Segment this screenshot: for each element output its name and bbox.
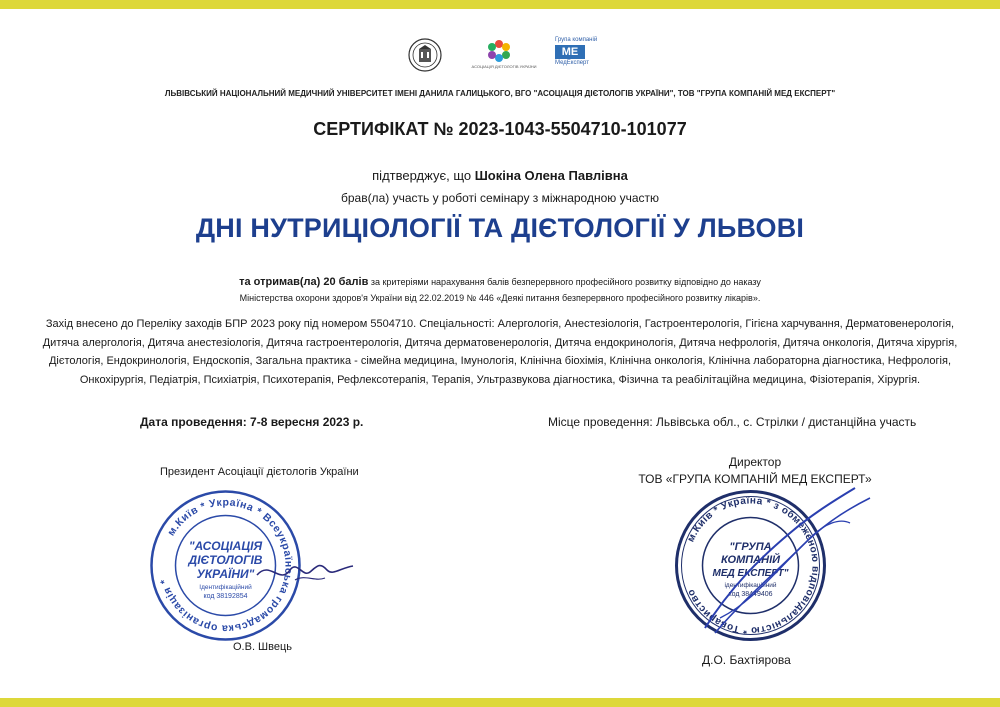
event-info: Захід внесено до Переліку заходів БПР 2023 року під номером 5504710. Спеціальності: Алергологія, Анестезіологія, Гастроентерологія, Гігієна харчування, Дерматовенерологія, Дитяча алергологія, Дитяча анестезіологія, Дитяча гастроентерологія, Дитяча дерматовенерологія, Дитяча ендокринологія, Дитяча нефрологія, Дитяча онкологія, Дитяча хірургія, Дієтологія, Ендокринологія, Ендоскопія, Загальна практика - сімейна медицина, Імунологія, Клінічна біохімія, Клінічна онкологія, Клінічна лабораторна діагностика, Нефрологія, Онкохірургія, Педіатрія, Психіатрія, Психотерапія, Рефлексотерапія, Терапія, Ультразвукова діагностика, Фізична та реабілітаційна медицина, Фізіотерапія, Хірургія. [42,318,958,386]
association-stamp-line1: "АСОЦІАЦІЯ [188,539,263,553]
logo-row [0,38,1000,78]
association-logo [466,38,536,78]
association-stamp-line2: ДІЄТОЛОГІВ [188,553,263,567]
medexpert-caption-bottom: МедЕксперт [555,60,590,66]
confirms-prefix: підтверджує, що [372,168,472,183]
points-received: та отримав(ла) 20 балів [239,276,369,288]
association-stamp-ring: м.Київ * Україна * Всеукраїнська громадська організація * [158,496,295,635]
company-stamp-ring: м.Київ * Україна * з обмеженою відповідальністю * Товариство [685,495,821,636]
company-stamp-id-label: ідентифікаційний [724,582,777,589]
top-border [0,0,1000,9]
medexpert-mark: МЕ [555,45,585,59]
president-title: Президент Асоціації дієтологів України [160,466,359,478]
company-stamp-line2: КОМПАНІЙ [720,554,781,566]
director-name: Д.О. Бахтіярова [702,653,791,667]
points-criteria: за критеріями нарахування балів безперервного професійного розвитку відповідно до наказу [370,277,761,287]
university-logo [408,38,442,72]
director-title: Директор [728,455,782,469]
company-stamp-id-code: код 38449406 [728,591,773,598]
director-signature [690,478,880,643]
director-company: ТОВ «ГРУПА КОМПАНІЙ МЕД ЕКСПЕРТ» [638,472,872,486]
association-stamp-line3: УКРАЇНИ" [196,567,255,581]
bottom-border [0,698,1000,707]
association-logo-caption: АСОЦІАЦІЯ ДІЄТОЛОГІВ УКРАЇНИ [471,64,537,69]
medexpert-caption-top: Група компаній [555,37,598,43]
association-stamp-id-code: код 38192854 [203,593,248,600]
medexpert-logo [555,37,598,68]
event-date: Дата проведення: 7-8 вересня 2023 р. [140,415,364,429]
president-signature [255,540,355,590]
points-order: Міністерства охорони здоров'я України від 22.02.2019 № 446 «Деякі питання безперервного професійного розвитку лікарів». [239,293,761,303]
certificate-title: СЕРТИФІКАТ № 2023-1043-5504710-101077 [313,119,687,139]
points-block [0,274,1000,306]
organizers-line: ЛЬВІВСЬКИЙ НАЦІОНАЛЬНИЙ МЕДИЧНИЙ УНІВЕРСИТЕТ ІМЕНІ ДАНИЛА ГАЛИЦЬКОГО, ВГО "АСОЦІАЦІЯ ДІЄТОЛОГІВ УКРАЇНИ", ТОВ "ГРУПА КОМПАНІЙ МЕД ЕКСПЕРТ" [164,89,836,98]
seminar-title: ДНІ НУТРИЦІОЛОГІЇ ТА ДІЄТОЛОГІЇ У ЛЬВОВІ [195,213,805,243]
recipient-name: Шокіна Олена Павлівна [474,168,628,183]
president-name: О.В. Швець [233,641,293,653]
confirms-line [0,168,1000,183]
association-stamp-id-label: Ідентифікаційний [199,584,252,591]
participation-line: брав(ла) участь у роботі семінару з міжнародною участю [340,191,660,205]
event-place: Місце проведення: Львівська обл., с. Стрілки / дистанційна участь [548,415,917,429]
company-stamp-line3: МЕД ЕКСПЕРТ" [712,568,789,579]
company-stamp-line1: "ГРУПА [729,541,772,553]
